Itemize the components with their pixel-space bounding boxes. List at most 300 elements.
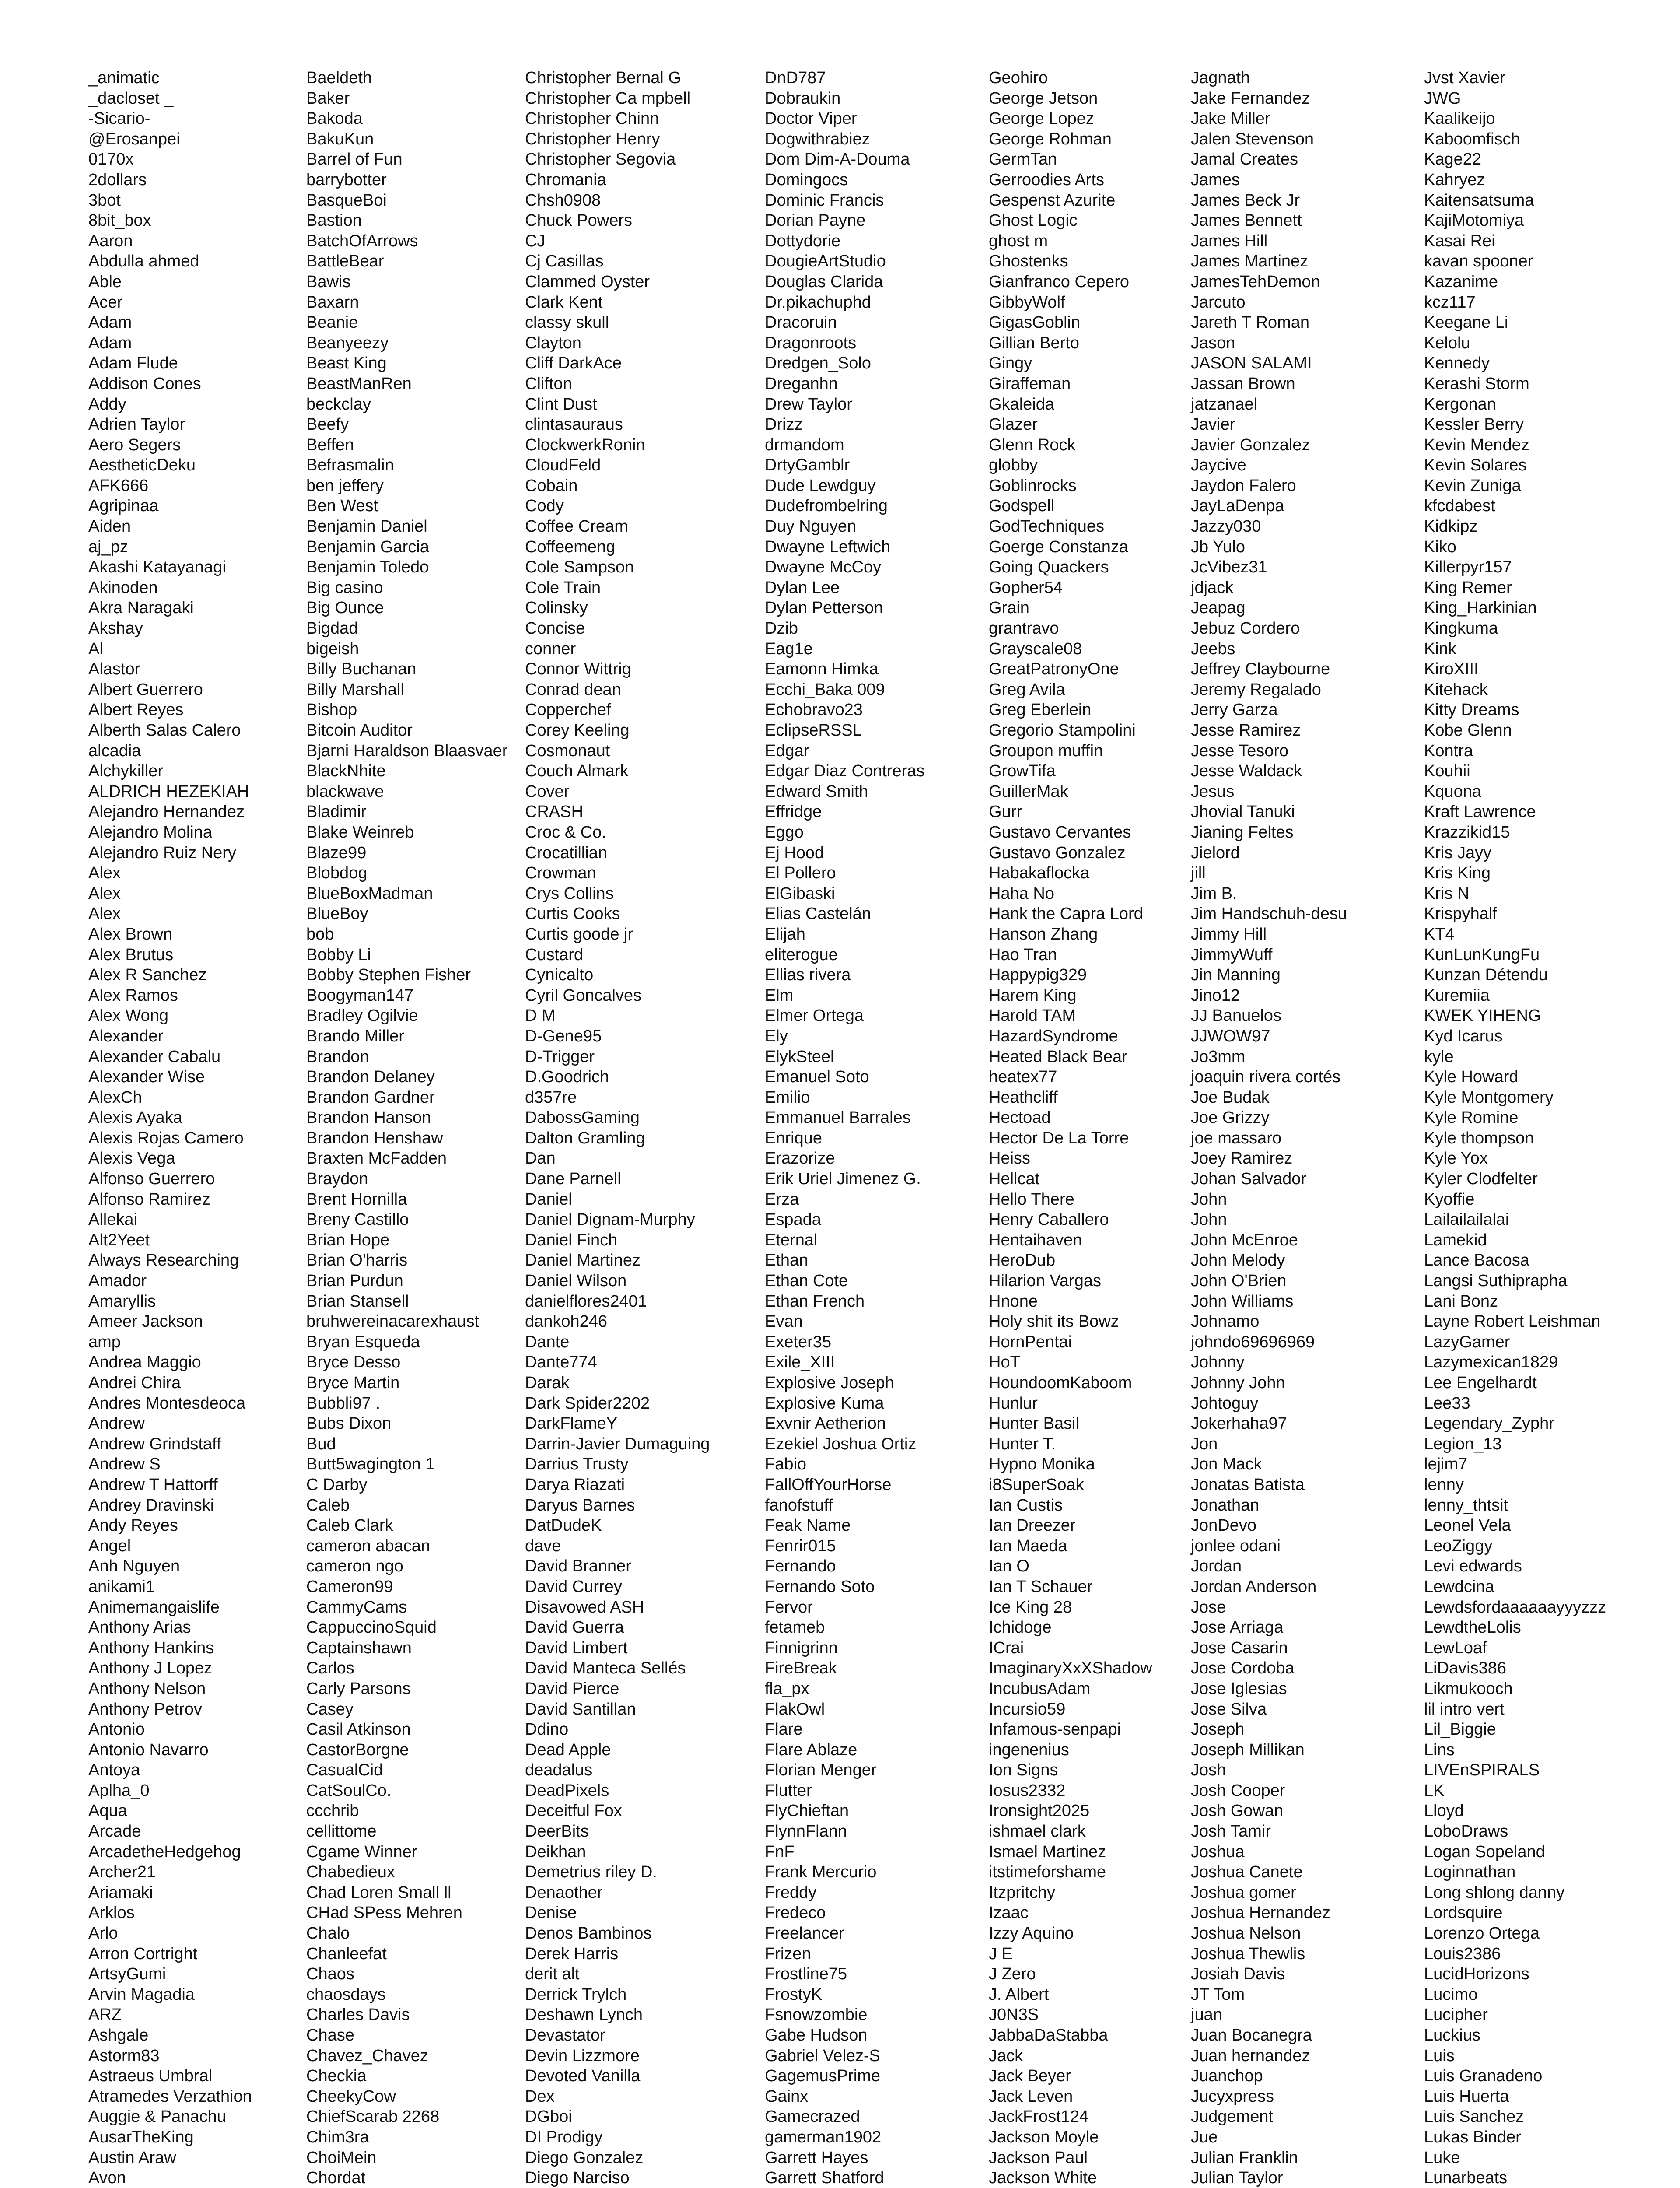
- name-entry: Billy Buchanan: [306, 660, 416, 679]
- name-entry: Chase: [306, 2026, 354, 2044]
- name-entry: Andrew S: [88, 1455, 161, 1474]
- name-entry: HazardSyndrome: [989, 1027, 1118, 1045]
- name-entry: Cosmonaut: [525, 741, 610, 760]
- name-entry: Domingocs: [765, 170, 848, 189]
- name-entry: Adam: [88, 313, 132, 332]
- name-entry: Andrew Grindstaff: [88, 1434, 221, 1453]
- name-entry: Ghost Logic: [989, 211, 1078, 230]
- name-entry: lejim7: [1424, 1455, 1468, 1474]
- name-entry: Brian Hope: [306, 1231, 390, 1249]
- name-entry: Jose: [1191, 1598, 1226, 1616]
- name-entry: Jerry Garza: [1191, 701, 1278, 719]
- name-entry: Josh: [1191, 1761, 1226, 1780]
- name-entry: Butt5wagington 1: [306, 1455, 435, 1474]
- name-entry: JackFrost124: [989, 2107, 1089, 2126]
- name-entry: Dante: [525, 1332, 570, 1351]
- name-entry: Lins: [1424, 1740, 1455, 1759]
- name-entry: AFK666: [88, 476, 149, 495]
- name-entry: JASON SALAMI: [1191, 354, 1312, 373]
- name-entry: Andrei Chira: [88, 1374, 181, 1392]
- name-entry: John Melody: [1191, 1251, 1285, 1270]
- name-entry: Dane Parnell: [525, 1170, 621, 1189]
- name-entry: Gamecrazed: [765, 2107, 860, 2126]
- name-entry: Jonathan: [1191, 1496, 1260, 1515]
- name-entry: JayLaDenpa: [1191, 497, 1284, 515]
- name-entry: Kaalikeijo: [1424, 109, 1495, 128]
- name-entry: Clifton: [525, 374, 572, 393]
- name-entry: Jack Leven: [989, 2087, 1073, 2106]
- name-entry: John McEnroe: [1191, 1231, 1298, 1249]
- name-entry: Alchykiller: [88, 762, 164, 781]
- name-entry: Jb Yulo: [1191, 537, 1245, 556]
- name-entry: Always Researching: [88, 1251, 239, 1270]
- name-entry: DGboi: [525, 2107, 572, 2126]
- name-entry: DabossGaming: [525, 1108, 640, 1127]
- name-entry: Amaryllis: [88, 1292, 156, 1311]
- name-entry: Alex Ramos: [88, 986, 178, 1005]
- name-entry: grantravo: [989, 619, 1059, 638]
- name-entry: Eggo: [765, 823, 804, 842]
- name-entry: Emmanuel Barrales: [765, 1108, 911, 1127]
- name-entry: Ion Signs: [989, 1761, 1058, 1780]
- name-entry: Izzy Aquino: [989, 1924, 1074, 1943]
- name-entry: Couch Almark: [525, 762, 629, 781]
- name-entry: Finnigrinn: [765, 1638, 838, 1657]
- name-entry: Dan: [525, 1149, 556, 1168]
- name-entry: Luke: [1424, 2148, 1460, 2167]
- name-entry: Hypno Monika: [989, 1455, 1095, 1474]
- name-entry: Jesse Ramirez: [1191, 721, 1301, 740]
- name-column: [1424, 68, 1643, 2188]
- name-entry: BlueBoxMadman: [306, 884, 433, 903]
- name-entry: Chad Loren Small ll: [306, 1883, 452, 1902]
- name-entry: Clint Dust: [525, 395, 597, 414]
- name-entry: John O'Brien: [1191, 1272, 1287, 1290]
- name-entry: i8SuperSoak: [989, 1475, 1084, 1494]
- name-entry: Ameer Jackson: [88, 1312, 203, 1331]
- name-entry: ghost m: [989, 231, 1048, 250]
- name-entry: Concise: [525, 619, 585, 638]
- name-entry: chaosdays: [306, 1985, 386, 2004]
- name-entry: lenny: [1424, 1475, 1464, 1494]
- name-entry: Goerge Constanza: [989, 537, 1128, 556]
- name-entry: Ecchi_Baka 009: [765, 680, 885, 699]
- name-entry: Ichidoge: [989, 1618, 1052, 1637]
- name-entry: Kiko: [1424, 537, 1456, 556]
- name-entry: Dottydorie: [765, 231, 841, 250]
- name-entry: Layne Robert Leishman: [1424, 1312, 1601, 1331]
- name-entry: Johnny John: [1191, 1374, 1285, 1392]
- name-entry: Beffen: [306, 435, 354, 454]
- name-entry: cameron abacan: [306, 1536, 430, 1555]
- name-entry: Brandon Hanson: [306, 1108, 431, 1127]
- name-entry: Flare: [765, 1720, 803, 1739]
- name-entry: BlackNhite: [306, 762, 386, 781]
- name-entry: kfcdabest: [1424, 497, 1495, 515]
- name-entry: blackwave: [306, 782, 384, 801]
- name-entry: David Branner: [525, 1557, 631, 1576]
- name-entry: dave: [525, 1536, 561, 1555]
- name-entry: Elias Castelán: [765, 905, 871, 923]
- name-entry: Dudefrombelring: [765, 497, 888, 515]
- name-entry: amp: [88, 1332, 121, 1351]
- name-entry: Luis: [1424, 2046, 1455, 2065]
- name-entry: Demetrius riley D.: [525, 1863, 657, 1882]
- name-entry: Baeldeth: [306, 69, 372, 87]
- name-entry: Jamal Creates: [1191, 150, 1298, 169]
- name-entry: Adrien Taylor: [88, 415, 186, 434]
- name-entry: Jassan Brown: [1191, 374, 1295, 393]
- name-entry: Josh Tamir: [1191, 1822, 1271, 1841]
- name-entry: Bjarni Haraldson Blaasvaer: [306, 741, 508, 760]
- name-entry: Charles Davis: [306, 2006, 410, 2024]
- name-entry: fanofstuff: [765, 1496, 833, 1515]
- name-entry: Javier: [1191, 415, 1236, 434]
- name-entry: David Santillan: [525, 1700, 636, 1718]
- name-entry: Greg Avila: [989, 680, 1065, 699]
- name-entry: Daryus Barnes: [525, 1496, 635, 1515]
- name-entry: Cobain: [525, 476, 578, 495]
- name-entry: Addy: [88, 395, 126, 414]
- name-entry: FrostyK: [765, 1985, 822, 2004]
- name-entry: Joshua Canete: [1191, 1863, 1303, 1882]
- name-entry: Henry Caballero: [989, 1210, 1109, 1229]
- name-entry: Diego Narciso: [525, 2169, 630, 2188]
- name-entry: Alexis Vega: [88, 1149, 175, 1168]
- name-entry: GibbyWolf: [989, 293, 1065, 312]
- name-entry: jatzanael: [1191, 395, 1258, 414]
- name-entry: Lucipher: [1424, 2006, 1488, 2024]
- name-entry: Gabe Hudson: [765, 2026, 868, 2044]
- name-entry: -Sicario-: [88, 109, 150, 128]
- name-entry: Deikhan: [525, 1842, 586, 1861]
- name-entry: KiroXIII: [1424, 660, 1479, 679]
- name-entry: globby: [989, 456, 1038, 475]
- name-entry: Freelancer: [765, 1924, 844, 1943]
- name-entry: Crowman: [525, 864, 596, 883]
- name-entry: Brandon: [306, 1047, 369, 1066]
- name-entry: Jazzy030: [1191, 517, 1261, 536]
- name-entry: Johan Salvador: [1191, 1170, 1307, 1189]
- name-entry: Long shlong danny: [1424, 1883, 1565, 1902]
- name-entry: Joey Ramirez: [1191, 1149, 1293, 1168]
- name-entry: Itzpritchy: [989, 1883, 1056, 1902]
- name-entry: Leonel Vela: [1424, 1516, 1511, 1535]
- name-entry: James Martinez: [1191, 252, 1309, 271]
- name-entry: Antonio: [88, 1720, 145, 1739]
- name-entry: deadalus: [525, 1761, 593, 1780]
- name-entry: FnF: [765, 1842, 794, 1861]
- name-entry: Joseph Millikan: [1191, 1740, 1305, 1759]
- name-entry: Lloyd: [1424, 1802, 1464, 1820]
- name-entry: David Pierce: [525, 1679, 620, 1698]
- name-entry: D-Gene95: [525, 1027, 602, 1045]
- name-entry: Arvin Magadia: [88, 1985, 195, 2004]
- name-entry: Bryan Esqueda: [306, 1332, 420, 1351]
- name-entry: Exeter35: [765, 1332, 832, 1351]
- name-entry: Jim Handschuh-desu: [1191, 905, 1347, 923]
- name-entry: ElGibaski: [765, 884, 835, 903]
- name-column: [88, 68, 307, 2188]
- name-entry: Jokerhaha97: [1191, 1414, 1287, 1433]
- name-entry: Fenrir015: [765, 1536, 836, 1555]
- name-column: [1191, 68, 1410, 2188]
- name-entry: Loginnathan: [1424, 1863, 1516, 1882]
- name-entry: ArcadetheHedgehog: [88, 1842, 241, 1861]
- name-entry: itstimeforshame: [989, 1863, 1106, 1882]
- name-entry: aj_pz: [88, 537, 128, 556]
- name-entry: Bastion: [306, 211, 362, 230]
- name-entry: DatDudeK: [525, 1516, 602, 1535]
- name-entry: Alejandro Ruiz Nery: [88, 843, 236, 862]
- name-entry: Legion_13: [1424, 1434, 1502, 1453]
- name-entry: Boogyman147: [306, 986, 414, 1005]
- name-entry: Ian T Schauer: [989, 1577, 1093, 1596]
- name-entry: Chabedieux: [306, 1863, 395, 1882]
- name-entry: Joshua gomer: [1191, 1883, 1296, 1902]
- name-entry: Ezekiel Joshua Ortiz: [765, 1434, 917, 1453]
- name-entry: Hao Tran: [989, 945, 1057, 964]
- name-entry: Fsnowzombie: [765, 2006, 868, 2024]
- name-entry: Jhovial Tanuki: [1191, 803, 1295, 821]
- name-entry: Custard: [525, 945, 584, 964]
- name-entry: Heated Black Bear: [989, 1047, 1127, 1066]
- name-entry: David Currey: [525, 1577, 622, 1596]
- name-entry: derit alt: [525, 1965, 580, 1984]
- name-entry: Curtis Cooks: [525, 905, 620, 923]
- name-entry: Jordan: [1191, 1557, 1242, 1576]
- name-entry: Alexander: [88, 1027, 164, 1045]
- name-entry: Baker: [306, 89, 350, 108]
- name-entry: Izaac: [989, 1904, 1029, 1922]
- name-entry: Kobe Glenn: [1424, 721, 1512, 740]
- name-entry: Colinsky: [525, 599, 588, 617]
- name-column: [306, 68, 525, 2188]
- name-entry: Cj Casillas: [525, 252, 604, 271]
- name-entry: Bigdad: [306, 619, 358, 638]
- name-entry: Hank the Capra Lord: [989, 905, 1143, 923]
- name-entry: johndo69696969: [1191, 1332, 1315, 1351]
- name-entry: Dredgen_Solo: [765, 354, 871, 373]
- name-entry: Echobravo23: [765, 701, 863, 719]
- name-entry: Adam: [88, 333, 132, 352]
- name-entry: Kyle Yox: [1424, 1149, 1488, 1168]
- name-entry: Alfonso Guerrero: [88, 1170, 215, 1189]
- name-entry: Lee Engelhardt: [1424, 1374, 1537, 1392]
- name-entry: FireBreak: [765, 1659, 837, 1678]
- name-entry: Joshua Thewlis: [1191, 1944, 1306, 1963]
- name-entry: Al: [88, 639, 103, 658]
- name-entry: Jackson Paul: [989, 2148, 1088, 2167]
- name-entry: KT4: [1424, 925, 1455, 943]
- name-entry: Darya Riazati: [525, 1475, 625, 1494]
- name-entry: Disavowed ASH: [525, 1598, 644, 1616]
- name-entry: Jagnath: [1191, 69, 1250, 87]
- name-entry: Coffee Cream: [525, 517, 628, 536]
- name-entry: Jaydon Falero: [1191, 476, 1296, 495]
- name-entry: Dead Apple: [525, 1740, 611, 1759]
- name-entry: David Manteca Sellés: [525, 1659, 686, 1678]
- name-entry: Benjamin Toledo: [306, 558, 429, 577]
- name-entry: JimmyWuff: [1191, 945, 1273, 964]
- name-entry: DeadPixels: [525, 1781, 609, 1800]
- name-entry: Anthony Nelson: [88, 1679, 206, 1698]
- name-entry: JonDevo: [1191, 1516, 1256, 1535]
- name-entry: Angel: [88, 1536, 131, 1555]
- name-entry: Jielord: [1191, 843, 1240, 862]
- name-entry: Jon Mack: [1191, 1455, 1262, 1474]
- name-entry: 0170x: [88, 150, 134, 169]
- name-entry: Checkia: [306, 2067, 367, 2086]
- name-entry: D M: [525, 1006, 556, 1025]
- name-entry: ARZ: [88, 2006, 122, 2024]
- name-entry: Dracoruin: [765, 313, 837, 332]
- name-entry: Curtis goode jr: [525, 925, 634, 943]
- name-entry: Animemangaislife: [88, 1598, 220, 1616]
- name-entry: ingenenius: [989, 1740, 1069, 1759]
- name-entry: Antoya: [88, 1761, 140, 1780]
- name-entry: Bobby Stephen Fisher: [306, 966, 471, 985]
- name-entry: Lordsquire: [1424, 1904, 1503, 1922]
- name-entry: AlexCh: [88, 1088, 142, 1107]
- name-entry: J Zero: [989, 1965, 1036, 1984]
- name-entry: John: [1191, 1190, 1227, 1209]
- name-entry: George Rohman: [989, 130, 1112, 148]
- name-entry: Kraft Lawrence: [1424, 803, 1536, 821]
- name-entry: Iosus2332: [989, 1781, 1066, 1800]
- name-entry: KWEK YIHENG: [1424, 1006, 1541, 1025]
- name-entry: Corey Keeling: [525, 721, 630, 740]
- name-entry: Denaother: [525, 1883, 603, 1902]
- name-entry: Hello There: [989, 1190, 1074, 1209]
- name-entry: Jack: [989, 2046, 1023, 2065]
- name-entry: cameron ngo: [306, 1557, 403, 1576]
- name-entry: FallOffYourHorse: [765, 1475, 892, 1494]
- name-entry: Dragonroots: [765, 333, 857, 352]
- name-entry: Edward Smith: [765, 782, 868, 801]
- name-entry: Auggie & Panachu: [88, 2107, 226, 2126]
- name-entry: James Hill: [1191, 231, 1268, 250]
- name-entry: Kennedy: [1424, 354, 1490, 373]
- name-entry: Legendary_Zyphr: [1424, 1414, 1554, 1433]
- name-entry: ChoiMein: [306, 2148, 377, 2167]
- name-entry: Derrick Trylch: [525, 1985, 627, 2004]
- name-entry: Lance Bacosa: [1424, 1251, 1530, 1270]
- name-entry: James Beck Jr: [1191, 191, 1300, 210]
- name-entry: heatex77: [989, 1068, 1057, 1087]
- name-entry: CJ: [525, 231, 546, 250]
- name-entry: DarkFlameY: [525, 1414, 618, 1433]
- name-entry: Brandon Gardner: [306, 1088, 435, 1107]
- name-entry: ICrai: [989, 1638, 1024, 1657]
- name-entry: Clayton: [525, 333, 581, 352]
- name-entry: JWG: [1424, 89, 1461, 108]
- name-entry: bigeish: [306, 639, 359, 658]
- name-entry: Gianfranco Cepero: [989, 272, 1130, 291]
- name-entry: Dalton Gramling: [525, 1129, 645, 1147]
- name-entry: Bryce Desso: [306, 1353, 401, 1372]
- name-entry: Drizz: [765, 415, 803, 434]
- name-entry: Goblinrocks: [989, 476, 1077, 495]
- name-entry: Gurr: [989, 803, 1022, 821]
- name-entry: Dom Dim-A-Douma: [765, 150, 910, 169]
- name-entry: Jake Miller: [1191, 109, 1270, 128]
- name-entry: Juan Bocanegra: [1191, 2026, 1312, 2044]
- name-entry: Chordat: [306, 2169, 366, 2188]
- name-entry: CRASH: [525, 803, 584, 821]
- name-entry: Beanyeezy: [306, 333, 389, 352]
- name-entry: HornPentai: [989, 1332, 1072, 1351]
- name-entry: Jino12: [1191, 986, 1240, 1005]
- name-entry: drmandom: [765, 435, 844, 454]
- name-entry: Fredeco: [765, 1904, 826, 1922]
- name-entry: Jaycive: [1191, 456, 1246, 475]
- name-entry: Jesus: [1191, 782, 1235, 801]
- name-entry: Dylan Petterson: [765, 599, 883, 617]
- name-entry: Dogwithrabiez: [765, 130, 870, 148]
- name-entry: Fabio: [765, 1455, 807, 1474]
- name-entry: DeerBits: [525, 1822, 589, 1841]
- name-entry: DrtyGamblr: [765, 456, 850, 475]
- name-entry: Dr.pikachuphd: [765, 293, 871, 312]
- name-entry: Jalen Stevenson: [1191, 130, 1314, 148]
- name-entry: Bubbli97 .: [306, 1394, 381, 1413]
- name-entry: Hector De La Torre: [989, 1129, 1129, 1147]
- name-entry: classy skull: [525, 313, 609, 332]
- name-entry: kyle: [1424, 1047, 1454, 1066]
- name-entry: Bud: [306, 1434, 336, 1453]
- name-entry: Astraeus Umbral: [88, 2067, 212, 2086]
- name-entry: Andrey Dravinski: [88, 1496, 214, 1515]
- name-entry: Braydon: [306, 1170, 368, 1189]
- name-entry: _dacloset _: [88, 89, 174, 108]
- name-entry: Big Ounce: [306, 599, 384, 617]
- name-entry: Brian Purdun: [306, 1272, 403, 1290]
- name-entry: Captainshawn: [306, 1638, 412, 1657]
- name-entry: Brent Hornilla: [306, 1190, 407, 1209]
- name-entry: Ian Dreezer: [989, 1516, 1076, 1535]
- name-entry: JJWOW97: [1191, 1027, 1270, 1045]
- name-entry: Judgement: [1191, 2107, 1274, 2126]
- name-entry: Habakaflocka: [989, 864, 1090, 883]
- name-entry: Copperchef: [525, 701, 611, 719]
- name-entry: Kelolu: [1424, 333, 1470, 352]
- name-entry: Croc & Co.: [525, 823, 606, 842]
- name-entry: LeoZiggy: [1424, 1536, 1493, 1555]
- name-entry: Daniel: [525, 1190, 572, 1209]
- name-entry: James Bennett: [1191, 211, 1302, 230]
- name-entry: Dex: [525, 2087, 555, 2106]
- name-entry: Luis Sanchez: [1424, 2107, 1524, 2126]
- name-entry: Kunzan Détendu: [1424, 966, 1548, 985]
- name-entry: Arron Cortright: [88, 1944, 198, 1963]
- name-entry: Frostline75: [765, 1965, 847, 1984]
- name-entry: Jason: [1191, 333, 1236, 352]
- name-entry: Akashi Katayanagi: [88, 558, 226, 577]
- name-entry: Effridge: [765, 803, 822, 821]
- name-entry: Aaron: [88, 231, 133, 250]
- name-entry: Bladimir: [306, 803, 367, 821]
- name-entry: Amador: [88, 1272, 147, 1290]
- name-entry: Atramedes Verzathion: [88, 2087, 252, 2106]
- name-entry: Gkaleida: [989, 395, 1054, 414]
- name-entry: El Pollero: [765, 864, 836, 883]
- name-entry: Evan: [765, 1312, 803, 1331]
- name-entry: 8bit_box: [88, 211, 151, 230]
- name-entry: Gustavo Gonzalez: [989, 843, 1126, 862]
- name-entry: Gillian Berto: [989, 333, 1079, 352]
- name-entry: Dude Lewdguy: [765, 476, 876, 495]
